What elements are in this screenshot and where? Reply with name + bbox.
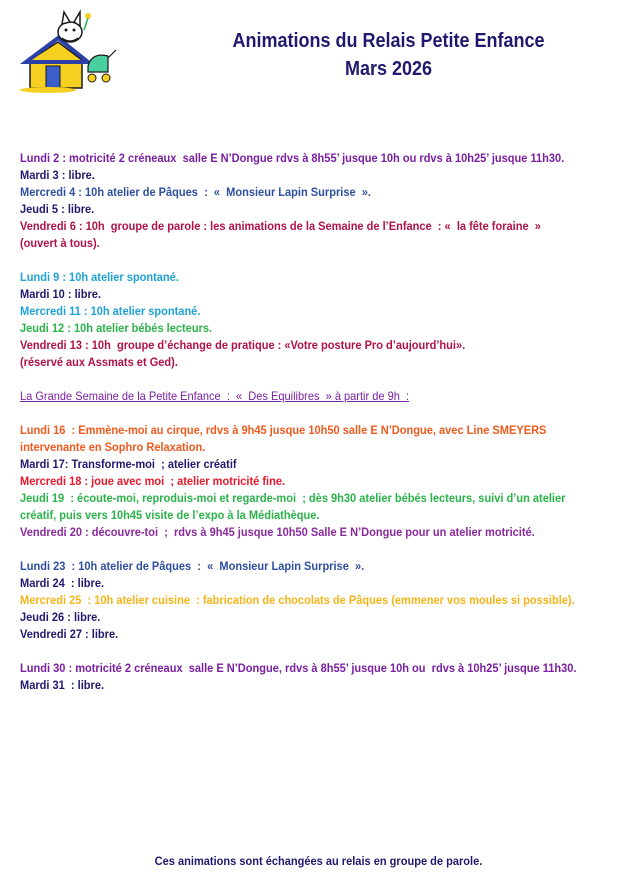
schedule-line: Vendredi 20 : découvre-toi ; rdvs à 9h45 jusque 10h50 Salle E N’Dongue pour un atelier motricité.	[20, 525, 535, 539]
schedule-line: Jeudi 26 : libre.	[20, 610, 101, 624]
schedule-line: (réservé aux Assmats et Ged).	[20, 355, 178, 369]
schedule-line: Mardi 31 : libre.	[20, 678, 105, 692]
footer-note: Ces animations sont échangées au relais en groupe de parole.	[154, 854, 483, 868]
spacer	[20, 405, 590, 422]
schedule-line: Vendredi 6 : 10h groupe de parole : les animations de la Semaine de l’Enfance : « la fête foraine »	[20, 219, 541, 233]
page-subtitle-month: Mars 2026	[344, 58, 433, 80]
schedule-line: Mardi 10 : libre.	[20, 287, 101, 301]
schedule-line: Vendredi 13 : 10h groupe d’échange de pratique : «Votre posture Pro d’aujourd’hui».	[20, 338, 466, 352]
schedule-line: Jeudi 5 : libre.	[20, 202, 95, 216]
schedule-line: Lundi 23 : 10h atelier de Pâques : « Monsieur Lapin Surprise ».	[20, 559, 365, 573]
schedule-line: Mercredi 25 : 10h atelier cuisine : fabrication de chocolats de Pâques (emmener vos moules si possible).	[20, 593, 575, 607]
schedule-line: Mardi 3 : libre.	[20, 168, 95, 182]
spacer	[20, 643, 590, 660]
schedule-line: Jeudi 19 : écoute-moi, reproduis-moi et regarde-moi ; dès 9h30 atelier bébés lecteurs, suivi d’un atelier	[20, 491, 566, 505]
schedule-line: Vendredi 27 : libre.	[20, 627, 119, 641]
spacer	[20, 371, 590, 388]
schedule-list	[20, 150, 590, 694]
schedule-line: Mercredi 11 : 10h atelier spontané.	[20, 304, 201, 318]
spacer	[20, 252, 590, 269]
schedule-line: Mardi 24 : libre.	[20, 576, 105, 590]
schedule-line: Mercredi 4 : 10h atelier de Pâques : « Monsieur Lapin Surprise ».	[20, 185, 371, 199]
section-heading: La Grande Semaine de la Petite Enfance : « Des Equilibres » à partir de 9h :	[20, 389, 410, 403]
schedule-line: (ouvert à tous).	[20, 236, 100, 250]
schedule-line: Lundi 2 : motricité 2 créneaux salle E N’Dongue rdvs à 8h55’ jusque 10h ou rdvs à 10h25’ jusque 11h30.	[20, 151, 565, 165]
schedule-line: Jeudi 12 : 10h atelier bébés lecteurs.	[20, 321, 213, 335]
relais-logo	[18, 8, 118, 96]
page-title: Animations du Relais Petite Enfance	[232, 30, 545, 52]
schedule-line: Lundi 30 : motricité 2 créneaux salle E N’Dongue, rdvs à 8h55’ jusque 10h ou rdvs à 10h25’ jusque 11h30.	[20, 661, 577, 675]
schedule-line: créatif, puis vers 10h45 visite de l’expo à la Médiathèque.	[20, 508, 320, 522]
spacer	[20, 541, 590, 558]
schedule-line: Lundi 16 : Emmène-moi au cirque, rdvs à 9h45 jusque 10h50 salle E N’Dongue, avec Line SMEYERS	[20, 423, 547, 437]
schedule-line: Mardi 17: Transforme-moi ; atelier créatif	[20, 457, 237, 471]
schedule-line: Mercredi 18 : joue avec moi ; atelier motricité fine.	[20, 474, 286, 488]
schedule-line: Lundi 9 : 10h atelier spontané.	[20, 270, 179, 284]
schedule-line: intervenante en Sophro Relaxation.	[20, 440, 206, 454]
